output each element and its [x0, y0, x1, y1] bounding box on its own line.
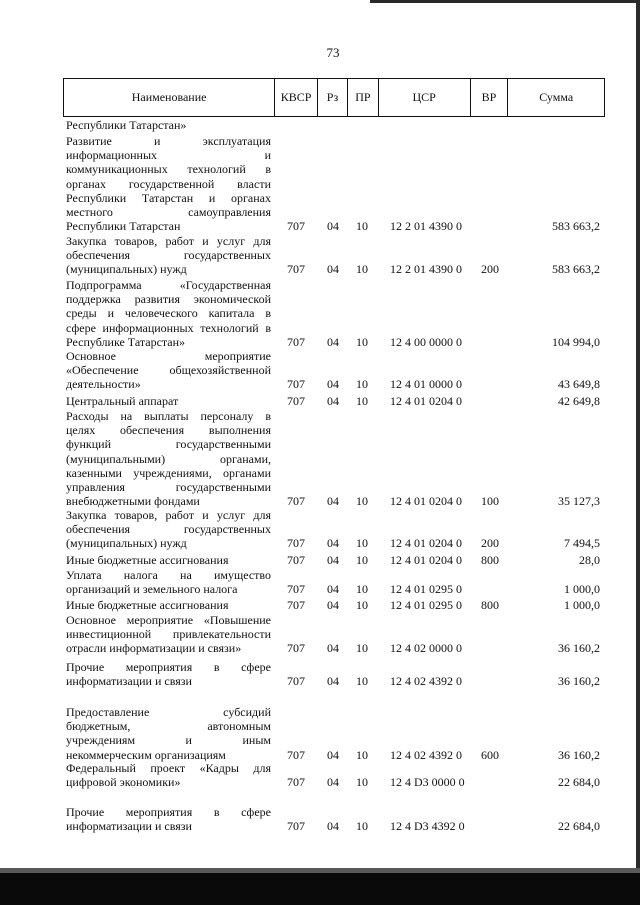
- row-name-line: среды и человеческого капитала в: [66, 306, 271, 321]
- cell-vr: 200: [481, 262, 499, 277]
- cell-pr: 10: [356, 597, 368, 612]
- cell-vr: 800: [481, 597, 499, 612]
- cell-sum: 22 684,0: [558, 819, 600, 834]
- cell-csr: 12 4 02 4392 0: [390, 747, 462, 762]
- table-row: [0, 278, 640, 349]
- cell-rz: 04: [327, 334, 339, 349]
- cell-rz: 04: [327, 674, 339, 689]
- row-name-line: Развитие и эксплуатация: [66, 134, 271, 148]
- row-name-line: Федеральный проект «Кадры для: [66, 761, 271, 775]
- row-name-line: управления государственными: [66, 480, 271, 495]
- table-row: [0, 660, 640, 688]
- cell-sum: 1 000,0: [564, 597, 600, 612]
- row-name-line: (муниципальными) органами,: [66, 451, 271, 466]
- cell-csr: 12 4 02 0000 0: [390, 641, 462, 656]
- row-name: [66, 349, 271, 392]
- cell-kvsr: 707: [287, 262, 305, 277]
- cell-rz: 04: [327, 377, 339, 392]
- cell-pr: 10: [356, 393, 368, 408]
- cell-kvsr: 707: [287, 641, 305, 656]
- cell-pr: 10: [356, 262, 368, 277]
- scan-edge-top: [370, 0, 640, 3]
- row-name-line: Иные бюджетные ассигнования: [66, 553, 229, 567]
- cell-kvsr: 707: [287, 597, 305, 612]
- cell-rz: 04: [327, 536, 339, 551]
- row-name-line: Подпрограмма «Государственная: [66, 278, 271, 292]
- cell-kvsr: 707: [287, 674, 305, 689]
- row-name-line: обеспечения государственных: [66, 522, 271, 537]
- row-name-line: некоммерческим организациям: [66, 747, 226, 762]
- table-row: [0, 761, 640, 789]
- row-name-line: Основное мероприятие «Повышение: [66, 613, 271, 627]
- row-name: [66, 134, 271, 233]
- cell-pr: 10: [356, 334, 368, 349]
- row-name-line: Расходы на выплаты персоналу в: [66, 409, 271, 423]
- row-name-line: органах государственной власти: [66, 176, 271, 191]
- row-name-line: Республики Татарстан: [66, 219, 181, 234]
- header-rz: Рз: [318, 79, 348, 116]
- cell-kvsr: 707: [287, 393, 305, 408]
- cell-kvsr: 707: [287, 819, 305, 834]
- cell-csr: 12 4 01 0000 0: [390, 377, 462, 392]
- table-row: [0, 118, 640, 132]
- row-name: [66, 613, 271, 656]
- cell-csr: 12 4 02 4392 0: [390, 674, 462, 689]
- cell-rz: 04: [327, 582, 339, 597]
- cell-pr: 10: [356, 775, 368, 790]
- cell-sum: 35 127,3: [558, 494, 600, 509]
- row-name-line: «Обеспечение общехозяйственной: [66, 363, 271, 378]
- cell-sum: 22 684,0: [558, 775, 600, 790]
- cell-rz: 04: [327, 219, 339, 234]
- row-name-line: информатизации и связи: [66, 674, 192, 689]
- header-pr: ПР: [348, 79, 379, 116]
- cell-rz: 04: [327, 747, 339, 762]
- cell-pr: 10: [356, 641, 368, 656]
- cell-rz: 04: [327, 262, 339, 277]
- cell-csr: 12 4 01 0204 0: [390, 536, 462, 551]
- cell-kvsr: 707: [287, 377, 305, 392]
- cell-csr: 12 4 00 0000 0: [390, 334, 462, 349]
- row-name-line: Республики Татарстан»: [66, 118, 187, 132]
- row-name-line: Республики Татарстан и органах: [66, 190, 271, 205]
- cell-pr: 10: [356, 747, 368, 762]
- table-row: [0, 613, 640, 656]
- cell-sum: 104 994,0: [552, 334, 600, 349]
- cell-sum: 36 160,2: [558, 674, 600, 689]
- cell-csr: 12 2 01 4390 0: [390, 219, 462, 234]
- table-row: [0, 394, 640, 408]
- cell-rz: 04: [327, 552, 339, 567]
- cell-csr: 12 2 01 4390 0: [390, 262, 462, 277]
- cell-sum: 583 663,2: [552, 262, 600, 277]
- row-name-line: (муниципальных) нужд: [66, 262, 187, 277]
- table-row: [0, 134, 640, 233]
- row-name-line: внебюджетными фондами: [66, 494, 200, 509]
- cell-pr: 10: [356, 819, 368, 834]
- table-row: [0, 508, 640, 551]
- table-row: [0, 409, 640, 508]
- row-name-line: обеспечения государственных: [66, 248, 271, 263]
- cell-kvsr: 707: [287, 552, 305, 567]
- row-name-line: инвестиционной привлекательности: [66, 627, 271, 642]
- row-name-line: Уплата налога на имущество: [66, 568, 271, 582]
- cell-sum: 43 649,8: [558, 377, 600, 392]
- row-name-line: бюджетным, автономным: [66, 719, 271, 734]
- row-name: [66, 705, 271, 762]
- table-row: [0, 234, 640, 277]
- cell-kvsr: 707: [287, 334, 305, 349]
- cell-kvsr: 707: [287, 494, 305, 509]
- scan-edge-bottom: [0, 868, 640, 905]
- cell-pr: 10: [356, 674, 368, 689]
- header-sum: Сумма: [539, 90, 574, 104]
- header-kvsr: КВСР: [275, 79, 318, 116]
- row-name: [66, 805, 271, 833]
- row-name: [66, 553, 271, 567]
- row-name-line: Прочие мероприятия в сфере: [66, 805, 271, 819]
- row-name-line: Закупка товаров, работ и услуг для: [66, 508, 271, 522]
- cell-sum: 42 649,8: [558, 393, 600, 408]
- row-name-line: Предоставление субсидий: [66, 705, 271, 719]
- header-csr: ЦСР: [379, 79, 471, 116]
- cell-pr: 10: [356, 219, 368, 234]
- row-name: [66, 761, 271, 789]
- row-name-line: Республике Татарстан»: [66, 334, 186, 349]
- cell-sum: 583 663,2: [552, 219, 600, 234]
- page-number: 73: [326, 45, 340, 60]
- cell-kvsr: 707: [287, 582, 305, 597]
- cell-rz: 04: [327, 641, 339, 656]
- cell-rz: 04: [327, 393, 339, 408]
- row-name: [66, 598, 271, 612]
- cell-kvsr: 707: [287, 747, 305, 762]
- table-row: [0, 553, 640, 567]
- row-name-line: цифровой экономики»: [66, 775, 181, 790]
- row-name-line: местного самоуправления: [66, 205, 271, 220]
- row-name-line: поддержка развития экономической: [66, 292, 271, 307]
- table-row: [0, 805, 640, 833]
- row-name-line: деятельности»: [66, 377, 141, 392]
- row-name-line: Закупка товаров, работ и услуг для: [66, 234, 271, 248]
- row-name-line: (муниципальных) нужд: [66, 536, 187, 551]
- cell-pr: 10: [356, 377, 368, 392]
- cell-sum: 36 160,2: [558, 747, 600, 762]
- cell-csr: 12 4 01 0295 0: [390, 597, 462, 612]
- row-name: [66, 660, 271, 688]
- cell-vr: 800: [481, 552, 499, 567]
- cell-pr: 10: [356, 582, 368, 597]
- cell-rz: 04: [327, 494, 339, 509]
- cell-vr: 100: [481, 494, 499, 509]
- header-name: Наименование: [64, 79, 275, 116]
- row-name: [66, 278, 271, 349]
- header-vr: ВР: [471, 79, 509, 116]
- cell-rz: 04: [327, 775, 339, 790]
- row-name-line: отрасли информатизации и связи»: [66, 641, 242, 656]
- cell-pr: 10: [356, 494, 368, 509]
- cell-kvsr: 707: [287, 775, 305, 790]
- table-header: [63, 78, 605, 117]
- cell-csr: 12 4 01 0204 0: [390, 494, 462, 509]
- cell-csr: 12 4 01 0295 0: [390, 582, 462, 597]
- row-name-line: коммуникационных технологий в: [66, 162, 271, 177]
- row-name-line: информационных и: [66, 148, 271, 163]
- cell-vr: 600: [481, 747, 499, 762]
- cell-kvsr: 707: [287, 219, 305, 234]
- cell-pr: 10: [356, 536, 368, 551]
- table-row: [0, 598, 640, 612]
- table-row: [0, 349, 640, 392]
- cell-vr: 200: [481, 536, 499, 551]
- row-name-line: организаций и земельного налога: [66, 582, 238, 597]
- row-name: [66, 508, 271, 551]
- row-name-line: Прочие мероприятия в сфере: [66, 660, 271, 674]
- row-name-line: Основное мероприятие: [66, 349, 271, 363]
- row-name: [66, 118, 271, 132]
- cell-sum: 7 494,5: [564, 536, 600, 551]
- cell-csr: 12 4 01 0204 0: [390, 393, 462, 408]
- row-name-line: информатизации и связи: [66, 819, 192, 834]
- cell-pr: 10: [356, 552, 368, 567]
- table-row: [0, 568, 640, 596]
- cell-rz: 04: [327, 597, 339, 612]
- row-name-line: сфере информационных технологий в: [66, 320, 271, 335]
- row-name: [66, 394, 271, 408]
- table-row: [0, 705, 640, 762]
- cell-csr: 12 4 01 0204 0: [390, 552, 462, 567]
- cell-csr: 12 4 D3 4392 0: [390, 819, 465, 834]
- row-name-line: целях обеспечения выполнения: [66, 423, 271, 438]
- cell-csr: 12 4 D3 0000 0: [390, 775, 465, 790]
- cell-sum: 36 160,2: [558, 641, 600, 656]
- row-name: [66, 409, 271, 508]
- cell-sum: 28,0: [579, 552, 600, 567]
- row-name: [66, 568, 271, 596]
- cell-sum: 1 000,0: [564, 582, 600, 597]
- cell-rz: 04: [327, 819, 339, 834]
- row-name-line: Центральный аппарат: [66, 394, 179, 408]
- row-name-line: функций государственными: [66, 437, 271, 452]
- row-name-line: Иные бюджетные ассигнования: [66, 598, 229, 612]
- cell-kvsr: 707: [287, 536, 305, 551]
- row-name-line: казенными учреждениями, органами: [66, 465, 271, 480]
- row-name-line: учреждениям и иным: [66, 733, 271, 748]
- row-name: [66, 234, 271, 277]
